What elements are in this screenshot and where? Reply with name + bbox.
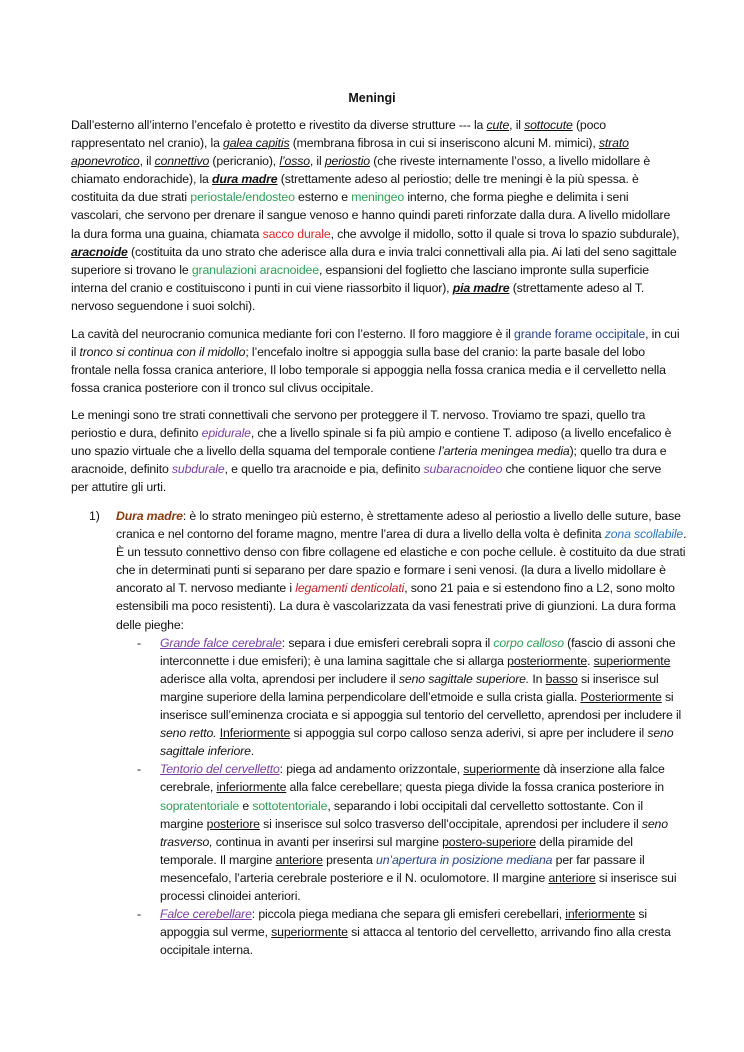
text-underlined: superiormente	[463, 762, 540, 777]
paragraph-cavity	[71, 325, 681, 397]
sub-item-tentorio	[137, 760, 689, 905]
text: , in cui il	[71, 327, 680, 360]
text-underlined: basso	[545, 671, 578, 686]
term-aracnoide: aracnoide	[71, 244, 128, 259]
text-underlined: posteriore	[206, 816, 260, 831]
text-underlined: anteriore	[548, 870, 596, 885]
page-title: Meningi	[348, 91, 396, 105]
text-underlined: Posteriormente	[580, 689, 662, 704]
list-number: 1)	[89, 509, 100, 523]
text: (poco rappresentato nel cranio), la	[71, 118, 606, 151]
text: . È un tessuto connettivo denso con fibre collagene ed elastiche e con poche cellule. è costituito da due strati che in determinati punti si separano per dare spazio e formare i seni venosi. (la dura a livello midollare è ancorato al T. nervoso mediante i	[116, 527, 687, 596]
term-periostio: periostio	[324, 154, 370, 169]
term-connettivo: connettivo	[154, 154, 210, 169]
text: si attacca al tentorio del cervelletto, arrivando fino alla cresta occipitale interna.	[160, 925, 671, 958]
text-underlined: superiormente	[271, 925, 348, 940]
term-subaracnoideo: subaracnoideo	[423, 462, 503, 477]
term-sopratentoriale: sopratentoriale	[160, 798, 240, 813]
text: , che avvolge il midollo, sotto il quale si trova lo spazio subdurale),	[330, 226, 680, 241]
text: per far passare il mesencefalo, l’arteria cerebrale posteriore e il N. oculomotore. Il margine	[160, 852, 645, 885]
text-underlined: Inferiormente	[219, 726, 291, 741]
sub-item-falce-cerebrale	[137, 634, 689, 761]
text: si inserisce sui processi clinoidei anteriori.	[160, 870, 677, 903]
text: , il	[309, 154, 325, 169]
term-grande-forame: grande forame occipitale	[514, 327, 646, 341]
text: .	[250, 744, 255, 759]
text: : piccola piega mediana che separa gli emisferi cerebellari,	[251, 907, 566, 922]
text: ; l’encefalo inoltre si appoggia sulla base del cranio: la parte basale del lobo frontale nella fossa cranica anteriore, Il lobo temporale si appoggia nella fossa cranica media e il cervelletto nella fossa cranica posteriore con il tronco sul clivus occipitale.	[71, 345, 666, 396]
text-italic: seno retto.	[160, 726, 217, 741]
term-sottotentoriale: sottotentoriale	[252, 798, 328, 813]
text: Le meningi sono tre strati connettivali che servono per proteggere il T. nervoso. Troviamo tre spazi, quello tra periostio e dura, definito	[71, 408, 646, 441]
term-sottocute: sottocute	[524, 118, 573, 132]
term-tronco: tronco si continua con il midollo	[79, 345, 246, 360]
text: si appoggia sul verme,	[160, 907, 647, 940]
text-italic: seno sagittale inferiore	[160, 726, 674, 759]
text: Dall’esterno all’interno l’encefalo è protetto e rivestito da diverse strutture --- la	[71, 118, 487, 132]
text: (costituita da uno strato che aderisce alla dura e invia tralci connettivali alla pia. Ai lati del seno sagittale superiore si trovano le	[71, 244, 677, 277]
text: .	[587, 653, 594, 668]
term-pia-madre: pia madre	[452, 280, 510, 295]
term-meningeo: meningeo	[351, 190, 405, 205]
term-osso: l’osso	[279, 154, 310, 169]
text: (pericranio),	[209, 154, 280, 169]
text: (fascio di assoni che interconnette i due emisferi); è una lamina sagittale che si allarga	[160, 635, 676, 668]
text: che contiene liquor che serve per attutire gli urti.	[71, 462, 662, 495]
bullet-dash: -	[137, 907, 141, 922]
text-underlined: anteriore	[275, 852, 323, 867]
text: si appoggia sul corpo calloso senza aderivi, si apre per includere il	[290, 726, 648, 741]
text: : piega ad andamento orizzontale,	[279, 762, 464, 777]
text: interno, che forma pieghe e delimita i seni vascolari, che servono per drenare il sangue venoso e hanno quindi pareti rinforzate dalla dura. A livello midollare la dura forma una guaina, chiamata	[71, 190, 671, 241]
term-granulazioni: granulazioni aracnoidee	[191, 262, 319, 277]
text-underlined: postero-superiore	[442, 834, 536, 849]
term-sacco-durale: sacco durale	[262, 226, 331, 241]
term-apertura: un’apertura in posizione mediana	[376, 852, 553, 867]
term-epidurale: epidurale	[201, 426, 251, 441]
term-subdurale: subdurale	[171, 462, 225, 477]
text: della piramide del temporale. Il margine	[160, 834, 633, 867]
text: ); quello tra dura e aracnoide, definito	[71, 444, 667, 477]
text: , e quello tra aracnoide e pia, definito	[224, 462, 424, 477]
paragraph-layers	[71, 116, 681, 315]
text: , il	[139, 154, 155, 169]
bullet-dash: -	[137, 762, 141, 777]
term-legamenti: legamenti denticolati	[295, 581, 405, 596]
text: alla falce cerebellare; questa piega divide la fossa cranica posteriore in	[286, 780, 664, 795]
term-falce-cerebrale: Grande falce cerebrale	[160, 635, 282, 650]
text: , espansioni del foglietto che lasciano impronte sulla superficie interna del cranio e costituiscono i punti in cui viene riassorbito il liquor),	[71, 262, 649, 295]
term-arteria-meningea: l’arteria meningea media	[438, 444, 570, 459]
text-underlined: superiormente	[593, 653, 671, 668]
term-galea-capitis: galea capitis	[223, 136, 290, 151]
term-falce-cerebellare: Falce cerebellare	[160, 907, 252, 922]
text: si inserisce sull’eminenza crociata e si appoggia sul tentorio del cervelletto, aprendosi per includere il	[160, 689, 682, 723]
bullet-dash: -	[137, 635, 141, 650]
text-underlined: inferiormente	[565, 907, 636, 922]
text-italic: seno trasverso,	[160, 816, 668, 849]
term-dura-madre-heading: Dura madre	[116, 509, 183, 523]
text: si inserisce sul margine superiore della lamina perpendicolare dell’etmoide e sulla crista gialla.	[160, 671, 659, 704]
term-strato-aponevrotico: strato aponevrotico	[71, 136, 629, 169]
sub-item-falce-cerebellare	[137, 905, 689, 959]
text: si inserisce sul solco trasverso dell’occipitale, aprendosi per includere il	[259, 816, 642, 831]
text: continua in avanti per inserirsi sul margine	[212, 834, 443, 849]
text: e	[239, 798, 253, 813]
text: , sono 21 paia e si estendono fino a L2, sono molto estensibili ma poco resistenti). La dura è vascolarizzata da vasi fenestrati prive di giunzioni. La dura forma delle pieghe:	[116, 581, 676, 632]
text: presenta	[322, 852, 377, 867]
text: (strettamente adeso al periostio; delle tre meningi è la più spessa. è costituita da due strati	[71, 172, 639, 205]
term-periostale: periostale/endosteo	[190, 190, 295, 205]
text: (che riveste internamente l’osso, a livello midollare è chiamato endorachide), la	[71, 154, 651, 187]
text: dà inserzione alla falce cerebrale,	[160, 762, 665, 795]
text: (strettamente adeso al T. nervoso seguendone i suoi solchi).	[71, 280, 645, 313]
text-underlined: posteriormente	[507, 653, 588, 668]
text: : separa i due emisferi cerebrali sopra il	[281, 635, 494, 650]
text: aderisce alla volta, aprendosi per includere il	[160, 671, 399, 686]
text: La cavità del neurocranio comunica mediante fori con l’esterno. Il foro maggiore è il	[71, 327, 515, 341]
text-italic: seno sagittale superiore.	[398, 671, 530, 686]
term-cute: cute	[486, 118, 510, 132]
text: , il	[509, 118, 525, 132]
text: In	[529, 671, 546, 686]
text: , che a livello spinale si fa più ampio e contiene T. adiposo (a livello encefalico è uno spazio virtuale che a livello della squama del temporale contiene	[71, 426, 672, 459]
term-corpo-calloso: corpo calloso	[493, 635, 564, 650]
numbered-list	[89, 507, 689, 959]
text: esterno e	[294, 190, 352, 205]
text: , separando i lobi occipitali dal cervelletto sottostante. Con il margine	[160, 798, 643, 831]
text: (membrana fibrosa in cui si inseriscono alcuni M. mimici),	[289, 136, 599, 151]
term-dura-madre: dura madre	[212, 172, 278, 187]
text: : è lo strato meningeo più esterno, è strettamente adeso al periostio a livello delle suture, base cranica e nel contorno del forame magno, mentre l’area di dura a livello della volta è definita	[116, 509, 681, 542]
list-item-dura-madre	[116, 507, 689, 959]
term-zona-scollabile: zona scollabile	[604, 527, 684, 542]
text-underlined: inferiormente	[216, 780, 287, 795]
paragraph-spaces	[71, 406, 681, 496]
term-tentorio: Tentorio del cervelletto	[160, 762, 280, 777]
